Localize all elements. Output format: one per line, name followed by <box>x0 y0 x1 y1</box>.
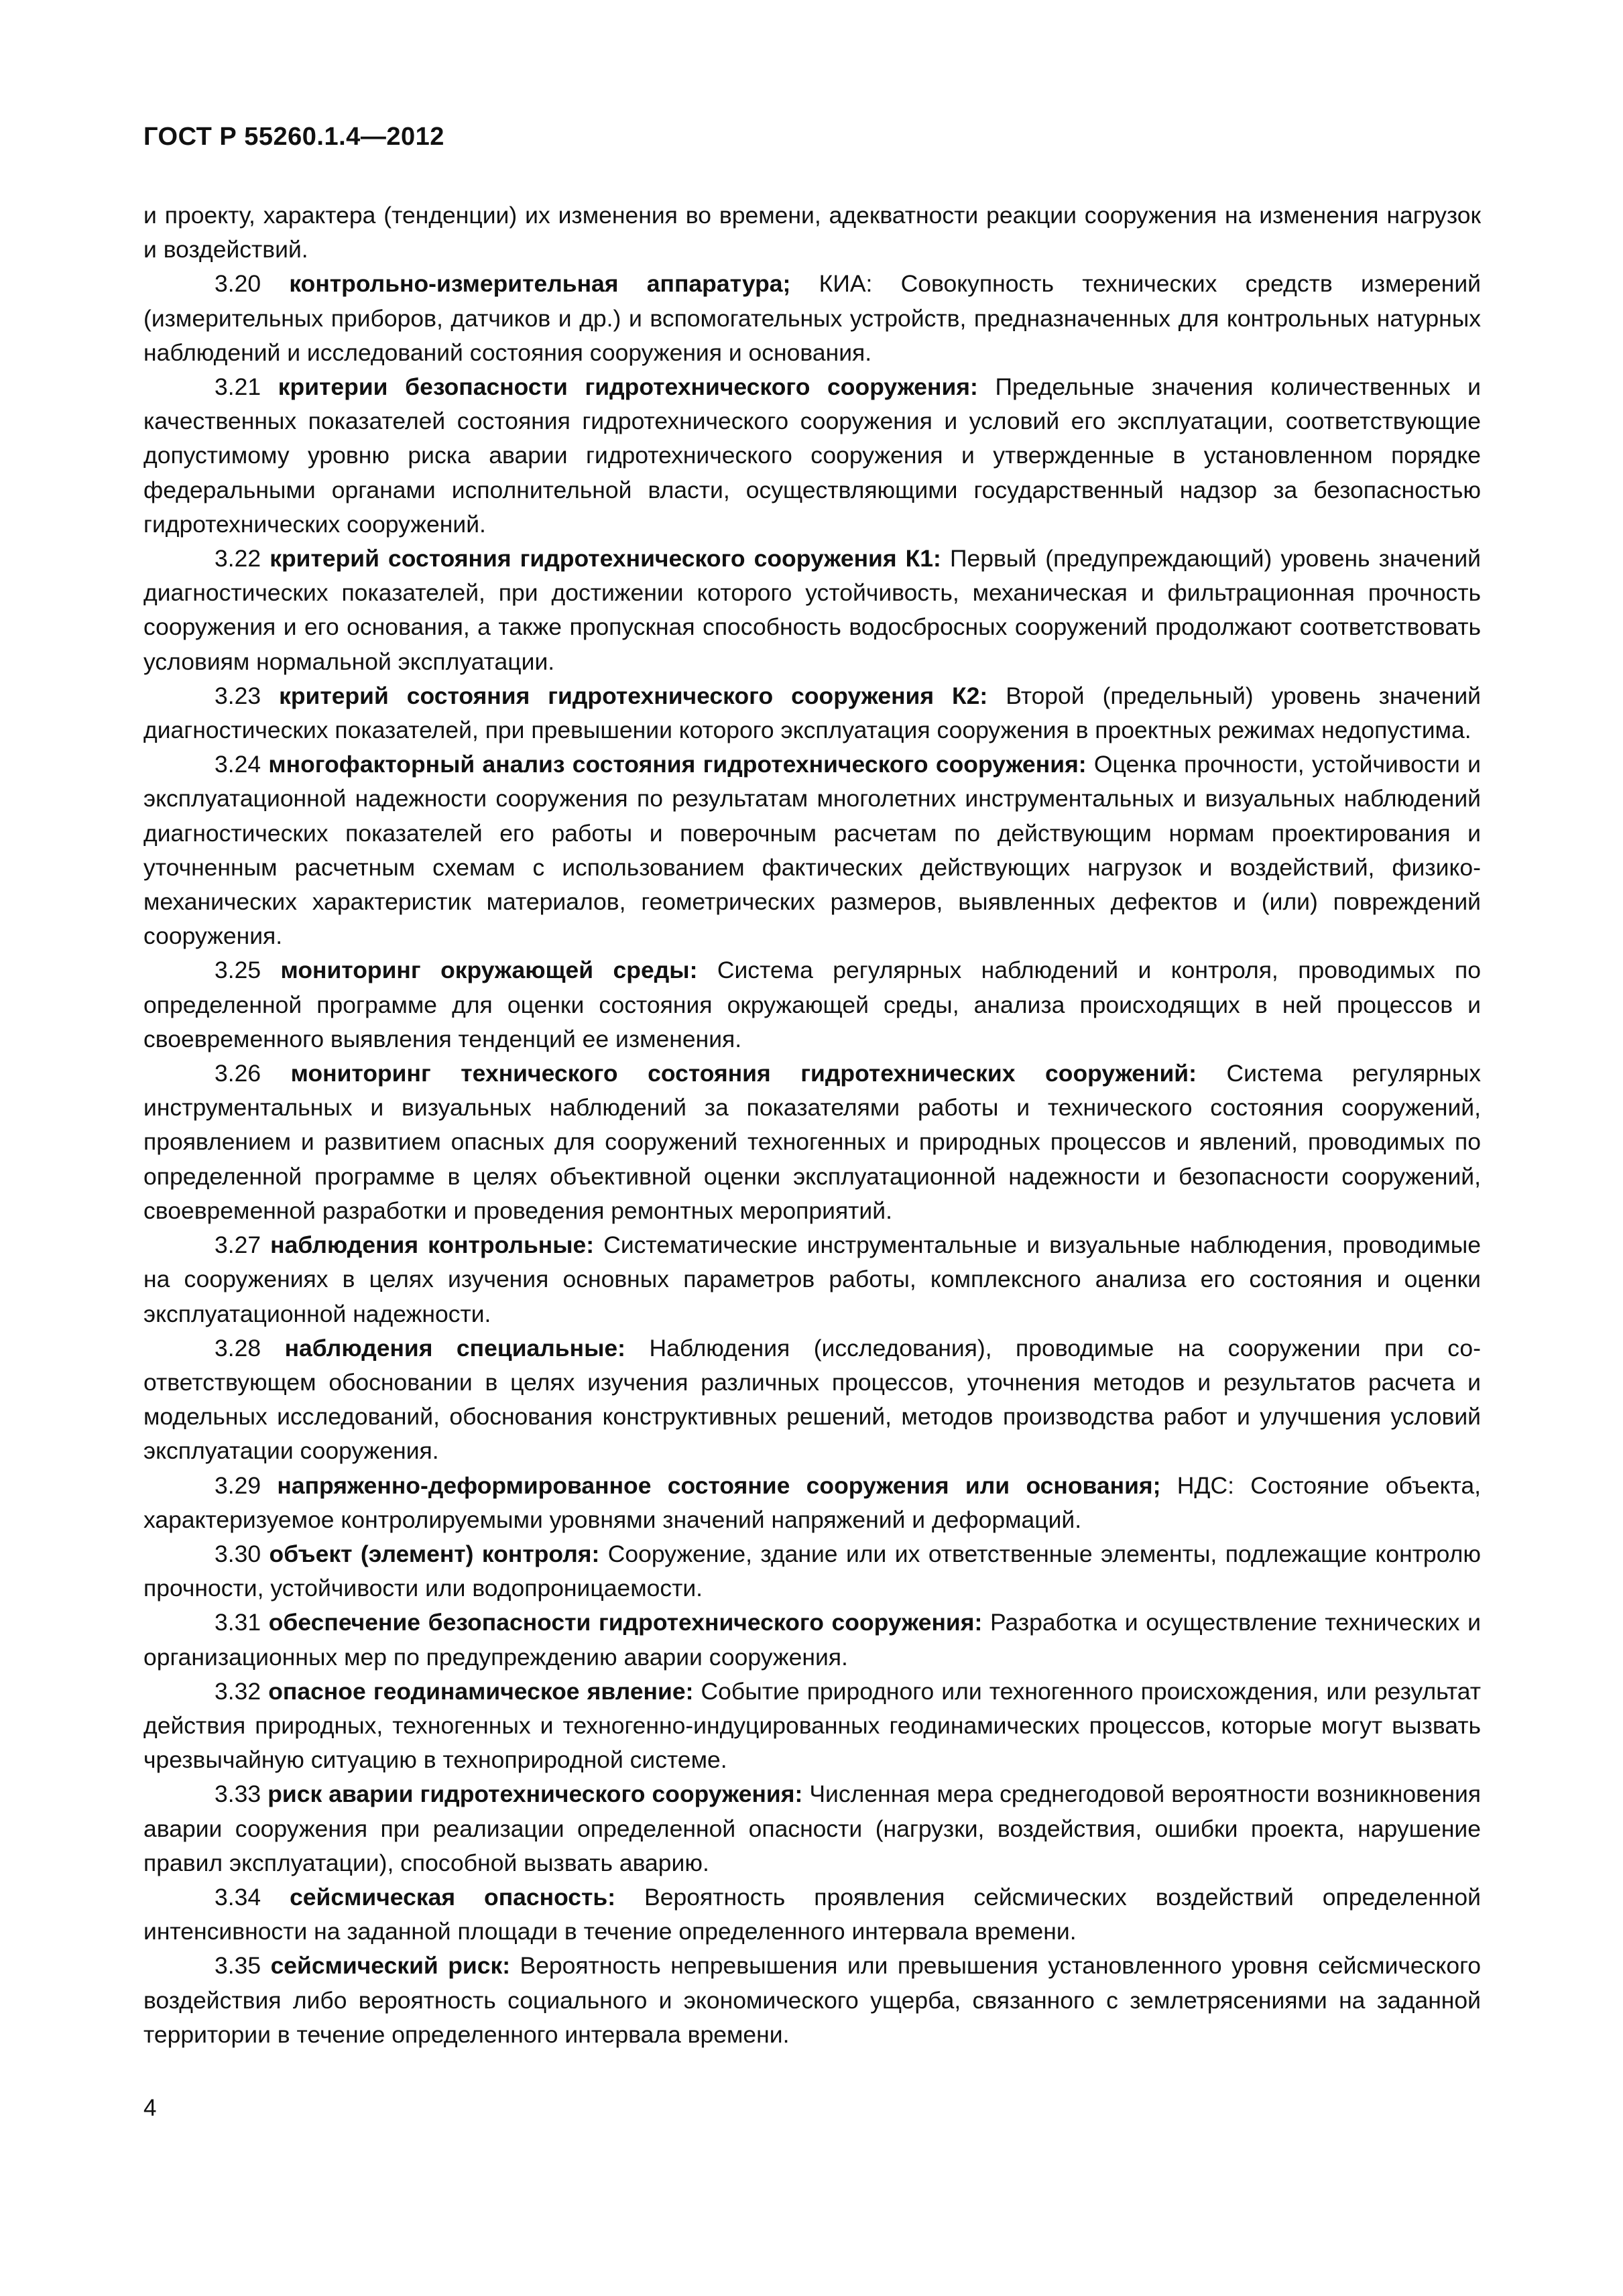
definition-entry <box>143 747 1481 953</box>
entry-number: 3.27 <box>215 1231 261 1259</box>
entry-number: 3.35 <box>215 1952 261 1980</box>
entry-number: 3.23 <box>215 682 261 709</box>
entry-definition: Численная мера среднегодовой вероятности возникновения аварии сооружения при реализации определенной опасности (нагрузки, воздействия, ошибки проекта, нарушение правил эксплуатации), способной вызвать аварию. <box>143 1780 1481 1876</box>
entry-number: 3.30 <box>215 1540 261 1567</box>
entry-term: риск аварии гидротехнического сооружения: <box>267 1780 803 1808</box>
entry-term: напряженно-деформированное состояние сооружения или основания; <box>277 1471 1161 1499</box>
entry-definition: Вероятность проявления сейсмических воздействий определенной интенсивности на заданной площади в течение определенного интервала времени. <box>143 1883 1481 1945</box>
entry-definition: Второй (предельный) уровень значений диагностических показателей, при превышении которого эксплуатация сооружения в проектных режимах недопустима. <box>143 682 1481 744</box>
entry-number: 3.20 <box>215 270 261 298</box>
entry-definition: Вероятность непревышения или превышения установленного уровня сейсмического воздействия либо вероятность социального и экономического ущерба, связанного с землетрясениями на заданной территории в течение определенного интервала времени. <box>143 1952 1481 2048</box>
entry-term: контрольно-измерительная аппаратура; <box>289 270 791 298</box>
entry-term: опасное геодинамическое явление: <box>268 1677 694 1705</box>
entry-number: 3.25 <box>215 957 261 984</box>
definition-entry <box>143 1537 1481 1606</box>
definition-entry <box>143 1228 1481 1331</box>
entry-definition: КИА: Совокупность технических средств измерений (измерительных приборов, датчиков и др.) и вспомогательных устройств, предназначенных для контрольных натурных наблюдений и исследований состояния сооружения и основания. <box>143 270 1481 366</box>
entry-number: 3.21 <box>215 373 261 401</box>
entry-term: критерий состояния гидротехнического сооружения К2: <box>279 682 988 709</box>
entry-definition: Сооружение, здание или их ответственные элементы, подлежащие контролю прочности, устойчивости или водопроницаемости. <box>143 1540 1481 1602</box>
definition-entry <box>143 1606 1481 1674</box>
entry-term: объект (элемент) контроля: <box>269 1540 600 1567</box>
entry-number: 3.29 <box>215 1471 261 1499</box>
entry-number: 3.34 <box>215 1883 261 1911</box>
entry-number: 3.31 <box>215 1609 261 1636</box>
entry-term: сейсмическая опасность: <box>290 1883 616 1911</box>
entry-definition: Оценка прочности, устойчивости и эксплуатационной надежности сооружения по результатам многолетних инструментальных и визуальных наблюдений диагностических показателей его работы и поверочным расчетам по действующим нормам проектирования и уточненным расчетным схемам с использованием фактических действующих нагрузок и воздействий, физико-механических характеристик материалов, геометрических размеров, выявленных дефектов и (или) повреждений сооружения. <box>143 751 1481 950</box>
definition-entry <box>143 1469 1481 1537</box>
entry-number: 3.33 <box>215 1780 261 1808</box>
entry-term: наблюдения контрольные: <box>270 1231 595 1259</box>
entry-number: 3.32 <box>215 1677 261 1705</box>
definition-entry <box>143 1056 1481 1228</box>
document-header: ГОСТ Р 55260.1.4—2012 <box>143 123 444 151</box>
entry-definition: НДС: Состояние объекта, характеризуемое контролируемыми уровнями значений напряжений и деформаций. <box>143 1471 1481 1533</box>
entry-term: обеспечение безопасности гидротехнического сооружения: <box>268 1609 983 1636</box>
entry-term: критерии безопасности гидротехнического сооружения: <box>278 373 978 401</box>
definition-entry <box>143 542 1481 679</box>
definitions-list <box>143 267 1481 2052</box>
entry-term: критерий состояния гидротехнического сооружения К1: <box>269 545 941 572</box>
definition-entry <box>143 1880 1481 1949</box>
entry-term: сейсмический риск: <box>270 1952 511 1980</box>
entry-term: мониторинг окружающей среды: <box>280 957 698 984</box>
entry-number: 3.22 <box>215 545 261 572</box>
definition-entry <box>143 1777 1481 1880</box>
entry-term: многофакторный анализ состояния гидротехнического сооружения: <box>268 751 1087 778</box>
entry-definition: Предельные значения количественных и качественных показателей состояния гидротехнического сооружения и условий его эксплуатации, соответствующие допустимому уровню риска аварии гидротехнического сооружения и утвержденные в установленном порядке федеральными органами исполнительной власти, осуществляющими государственный надзор за безопасностью гидротехнических сооружений. <box>143 373 1481 538</box>
document-body <box>143 198 1481 2052</box>
entry-term: наблюдения специальные: <box>284 1334 625 1362</box>
entry-term: мониторинг технического состояния гидротехнических сооружений: <box>290 1060 1197 1087</box>
continuation-paragraph: и проекту, характера (тенденции) их изменения во времени, адекватности реакции сооружения на изменения нагрузок и воздействий. <box>143 202 1481 263</box>
entry-definition: Событие природного или техногенного происхождения, или результат действия природных, техногенных и техногенно-индуцированных геодинамических процессов, которые могут вызвать чрезвычайную ситуацию в технoприродной системе. <box>143 1677 1482 1774</box>
entry-definition: Систематические инструментальные и визуальные наблюдения, проводимые на сооружениях в целях изучения основных параметров работы, комплексного анализа его состояния и оценки эксплуатационной надежности. <box>143 1231 1482 1327</box>
entry-number: 3.26 <box>215 1060 261 1087</box>
entry-definition: Система регулярных наблюдений и контроля, проводимых по определенной программе для оценки состояния окружающей среды, анализа происходящих в ней процессов и своевременного выявления тенденций ее изменения. <box>143 957 1481 1052</box>
entry-definition: Первый (предупреждающий) уровень значений диагностических показателей, при достижении которого устойчивость, механическая и фильтрационная прочность сооружения и его основания, а также пропускная способность водосбросных сооружений продолжают соответствовать условиям нормальной эксплуатации. <box>143 545 1481 675</box>
definition-entry <box>143 1331 1481 1469</box>
entry-number: 3.24 <box>215 751 261 778</box>
definition-entry <box>143 370 1481 542</box>
entry-definition: Система регулярных инструментальных и визуальных наблюдений за показателями работы и технического состояния сооружений, проявлением и развитием опасных для сооружений техногенных и природных процессов и явлений, проводимых по определенной программе в целях объективной оценки эксплуатационной надежности и безопасности сооружений, своевременной разработки и проведения ремонтных мероприятий. <box>143 1060 1481 1224</box>
entry-definition: Наблюдения (исследования), проводимые на сооружении при соответствующем обосновании в целях изучения различных процессов, уточнения методов и результатов расчета и модельных исследований, обоснования конструктивных решений, методов производства работ и улучшения условий эксплуатации сооружения. <box>143 1334 1481 1465</box>
definition-entry <box>143 267 1481 370</box>
definition-entry <box>143 1949 1481 2052</box>
entry-definition: Разработка и осуществление технических и организационных мер по предупреждению аварии сооружения. <box>143 1609 1481 1671</box>
definition-entry <box>143 1675 1481 1778</box>
definition-entry <box>143 679 1481 747</box>
page-number: 4 <box>143 2095 157 2121</box>
definition-entry <box>143 953 1481 1056</box>
entry-number: 3.28 <box>215 1334 261 1362</box>
